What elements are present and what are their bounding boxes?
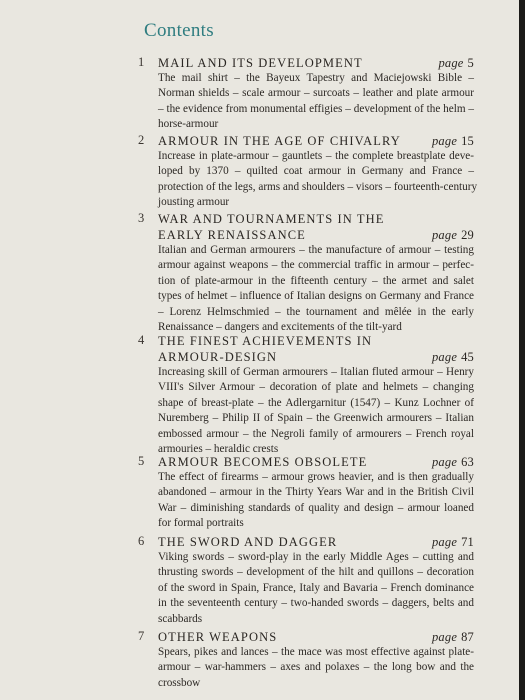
- page-reference: [432, 133, 474, 149]
- description-line: Viking swords – sword-play in the early Middle Ages – cutting and: [158, 551, 474, 563]
- chapter-number: 3: [138, 211, 145, 225]
- description-line: shape of breast-plate – the Adlergarnitur (1547) – Kunz Lochner of: [158, 396, 474, 409]
- chapter-title-block: [158, 211, 474, 243]
- page-word: page: [438, 56, 464, 70]
- description-line: Increasing skill of German armourers – Italian fluted armour – Henry: [158, 366, 474, 378]
- description-line: of the sword in Spain, France, Italy and Bavaria – French dominance: [158, 581, 474, 594]
- chapter-title-block: [158, 133, 474, 149]
- chapter-number: 1: [138, 55, 145, 69]
- chapter-title-block: [158, 534, 474, 550]
- page-reference: [432, 534, 474, 550]
- chapter-title: ARMOUR-DESIGN: [158, 350, 278, 364]
- chapter-title-block: [158, 454, 474, 470]
- description-line: armouries – heraldic crests: [158, 443, 279, 456]
- page-number: 45: [461, 350, 474, 364]
- page-reference: [432, 629, 474, 645]
- page-word: page: [431, 455, 458, 469]
- description-line: abandoned – armour in the Thirty Years War and in the British Civil: [158, 486, 474, 499]
- description-line: embossed armour – the Negroli family of armourers – French royal: [158, 427, 474, 440]
- chapter-description: [158, 550, 474, 627]
- chapter-title: ARMOUR BECOMES OBSOLETE: [158, 455, 368, 469]
- page-reference: [432, 454, 474, 470]
- description-line: Nuremberg – Philip II of Spain – the Greenwich armourers – Italian: [158, 412, 474, 425]
- description-line: VIII's Silver Armour – decoration of plate and helmets – changing: [158, 381, 474, 394]
- description-line: scabbards: [158, 612, 203, 625]
- page-word: page: [431, 535, 458, 549]
- chapter-description: [158, 365, 474, 457]
- description-line: Spears, pikes and lances – the mace was most effective against plate-: [158, 646, 474, 658]
- page-edge-shadow: [519, 0, 525, 700]
- chapter-number: 2: [138, 133, 145, 147]
- description-line: armour against weapons – the commercial traffic in armour – perfec-: [158, 259, 474, 272]
- page-number: 5: [467, 56, 474, 70]
- chapter-description: [158, 149, 478, 211]
- chapter-number: 6: [138, 534, 145, 548]
- page-reference: [438, 55, 474, 71]
- chapter-title: ARMOUR IN THE AGE OF CHIVALRY: [158, 134, 401, 148]
- description-line: horse-armour: [158, 118, 219, 131]
- chapter-title: WAR AND TOURNAMENTS IN THE: [158, 212, 385, 226]
- chapter-number: 7: [138, 629, 145, 643]
- chapter-title-block: [158, 55, 474, 71]
- chapter-title: THE FINEST ACHIEVEMENTS IN: [158, 334, 373, 348]
- description-line: Norman shields – scale armour – surcoats – leather and plate armour: [158, 87, 474, 100]
- page-word: page: [431, 228, 458, 242]
- contents-heading: Contents: [144, 20, 214, 41]
- description-line: loped by 1370 – quilted coat armour in Germany and France –: [158, 165, 474, 178]
- description-line: Renaissance – dangers and excitements of the tilt-yard: [158, 321, 402, 334]
- chapter-title: THE SWORD AND DAGGER: [158, 535, 338, 549]
- page-word: page: [431, 630, 458, 644]
- description-line: Italian and German armourers – the manufacture of armour – testing: [158, 244, 474, 256]
- page-number: 87: [461, 630, 474, 644]
- description-line: armour – war-hammers – axes and polaxes – the long bow and the: [158, 661, 474, 674]
- description-line: jousting armour: [158, 196, 230, 209]
- page-word: page: [431, 134, 458, 148]
- description-line: thrusting swords – development of the hilt and quillons – decoration: [158, 566, 474, 579]
- description-line: War – diminishing standards of quality and design – armour loaned: [158, 501, 474, 514]
- chapter-description: [158, 243, 474, 335]
- chapter-title: MAIL AND ITS DEVELOPMENT: [158, 56, 363, 70]
- page-number: 63: [461, 455, 474, 469]
- description-line: protection of the legs, arms and shoulders – visors – fourteenth-century: [158, 180, 478, 193]
- page-number: 15: [461, 134, 474, 148]
- chapter-description: [158, 71, 474, 133]
- page-reference: [432, 227, 474, 243]
- description-line: types of helmet – influence of Italian designs on Germany and France: [158, 290, 474, 303]
- chapter-number: 4: [138, 333, 145, 347]
- description-line: Increase in plate-armour – gauntlets – the complete breastplate deve-: [158, 150, 474, 162]
- description-line: for formal portraits: [158, 517, 244, 530]
- description-line: The effect of firearms – armour grows heavier, and is then gradually: [158, 471, 474, 483]
- chapter-description: [158, 470, 474, 532]
- chapter-number: 5: [138, 454, 145, 468]
- description-line: crossbow: [158, 676, 201, 689]
- description-line: tion of plate-armour in the fifteenth century – the armet and salet: [158, 274, 474, 287]
- chapter-description: [158, 645, 474, 691]
- chapter-title: EARLY RENAISSANCE: [158, 228, 306, 242]
- page-number: 71: [461, 535, 474, 549]
- chapter-title-block: [158, 629, 474, 645]
- page-word: page: [431, 350, 458, 364]
- description-line: in the seventeenth century – two-handed swords – daggers, belts and: [158, 597, 474, 610]
- description-line: The mail shirt – the Bayeux Tapestry and Maciejowski Bible –: [158, 72, 474, 84]
- page-reference: [432, 349, 474, 365]
- description-line: – the evidence from monumental effigies – development of the helm –: [158, 102, 474, 115]
- chapter-title: OTHER WEAPONS: [158, 630, 278, 644]
- page-number: 29: [461, 228, 474, 242]
- description-line: – Lorenz Helmschmied – the tournament and mêlée in the early: [158, 305, 474, 318]
- chapter-title-block: [158, 333, 474, 365]
